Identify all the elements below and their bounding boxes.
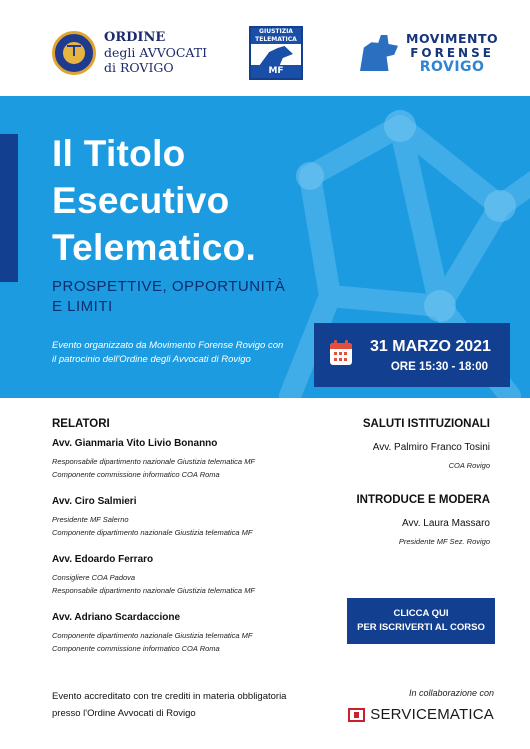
date-box <box>314 323 510 387</box>
servicematica-icon <box>348 708 365 722</box>
speaker-role: Componente dipartimento nazionale Giustizia telematica MF <box>52 527 253 537</box>
speaker-role: Consigliere COA Padova <box>52 573 136 582</box>
saluti-role: COA Rovigo <box>448 461 490 470</box>
ordine-avvocati-logo <box>52 30 207 75</box>
host-section <box>290 418 490 546</box>
accred-line1: Evento accreditato con tre crediti in materia obbligatoria <box>52 691 287 702</box>
evento-line2: il patrocinio dell'Ordine degli Avvocati di Rovigo <box>52 354 251 365</box>
subtitle-line1: PROSPETTIVE, OPPORTUNITÀ <box>52 278 286 295</box>
evento-line1: Evento organizzato da Movimento Forense Rovigo con <box>52 340 284 351</box>
register-line2: PER ISCRIVERTI AL CORSO <box>357 622 485 633</box>
speaker-name: Avv. Gianmaria Vito Livio Bonanno <box>52 438 218 449</box>
introduce-role: Presidente MF Sez. Rovigo <box>398 537 490 546</box>
ordine-line2: degli AVVOCATI <box>104 45 208 60</box>
organizer-note <box>52 339 307 367</box>
speaker-role: Responsabile dipartimento nazionale Giustizia telematica MF <box>52 585 256 595</box>
movimento-line2: FORENSE <box>410 46 494 60</box>
speaker-role: Componente commissione informatico COA Roma <box>52 469 220 479</box>
calendar-icon <box>330 343 352 365</box>
lawyer-silhouette-icon <box>360 35 398 71</box>
collaboration-label: In collaborazione con <box>408 688 494 698</box>
mf-logo-bottom-text: MF <box>251 65 301 78</box>
introduce-block <box>290 494 490 546</box>
movimento-line1: MOVIMENTO <box>406 31 499 46</box>
scales-of-justice-icon <box>52 31 96 75</box>
ordine-line3: di ROVIGO <box>104 60 174 75</box>
title-line1: Il Titolo <box>52 133 186 174</box>
event-subtitle <box>52 277 332 317</box>
event-title <box>52 130 382 271</box>
header <box>0 0 530 96</box>
accreditation-note <box>52 688 332 722</box>
saluti-name: Avv. Palmiro Franco Tosini <box>372 442 490 453</box>
introduce-title: INTRODUCE E MODERA <box>356 494 490 506</box>
movimento-forense-logo <box>360 32 498 74</box>
ordine-logo-text <box>104 30 207 75</box>
register-button[interactable] <box>347 598 495 644</box>
movimento-line3: ROVIGO <box>419 59 485 75</box>
servicematica-text: SERVICEMATICA <box>370 706 494 723</box>
speaker-role: Componente dipartimento nazionale Giustizia telematica MF <box>52 631 253 640</box>
speaker-role: Presidente MF Salerno <box>52 515 129 524</box>
title-line3: Telematico. <box>52 227 257 268</box>
hero-banner <box>0 96 530 398</box>
hero-accent-bar <box>0 134 18 282</box>
speaker-item <box>52 554 342 597</box>
giustizia-telematica-logo <box>249 26 303 80</box>
introduce-name: Avv. Laura Massaro <box>401 518 490 529</box>
event-time: ORE 15:30 - 18:00 <box>390 361 488 373</box>
saluti-title: SALUTI ISTITUZIONALI <box>362 418 490 430</box>
speaker-name: Avv. Ciro Salmieri <box>52 496 137 507</box>
event-date: 31 MARZO 2021 <box>370 338 491 355</box>
servicematica-logo <box>348 706 494 723</box>
mf-logo-top-text: GIUSTIZIA TELEMATICA <box>251 28 301 44</box>
speaker-role: Responsabile dipartimento nazionale Giustizia telematica MF <box>52 457 256 466</box>
figure-icon <box>259 46 293 66</box>
subtitle-line2: E LIMITI <box>52 298 113 315</box>
register-line1: CLICCA QUI <box>393 608 449 619</box>
speaker-item <box>52 612 342 655</box>
movimento-logo-text <box>406 32 498 74</box>
speaker-role: Componente commissione informatico COA Roma <box>52 643 220 653</box>
speaker-name: Avv. Adriano Scardaccione <box>52 612 181 623</box>
speaker-name: Avv. Edoardo Ferraro <box>52 554 154 565</box>
title-line2: Esecutivo <box>52 180 230 221</box>
ordine-line1: ORDINE <box>104 30 166 45</box>
relatori-title: RELATORI <box>52 418 110 430</box>
accred-line2: presso l'Ordine Avvocati di Rovigo <box>52 708 196 719</box>
